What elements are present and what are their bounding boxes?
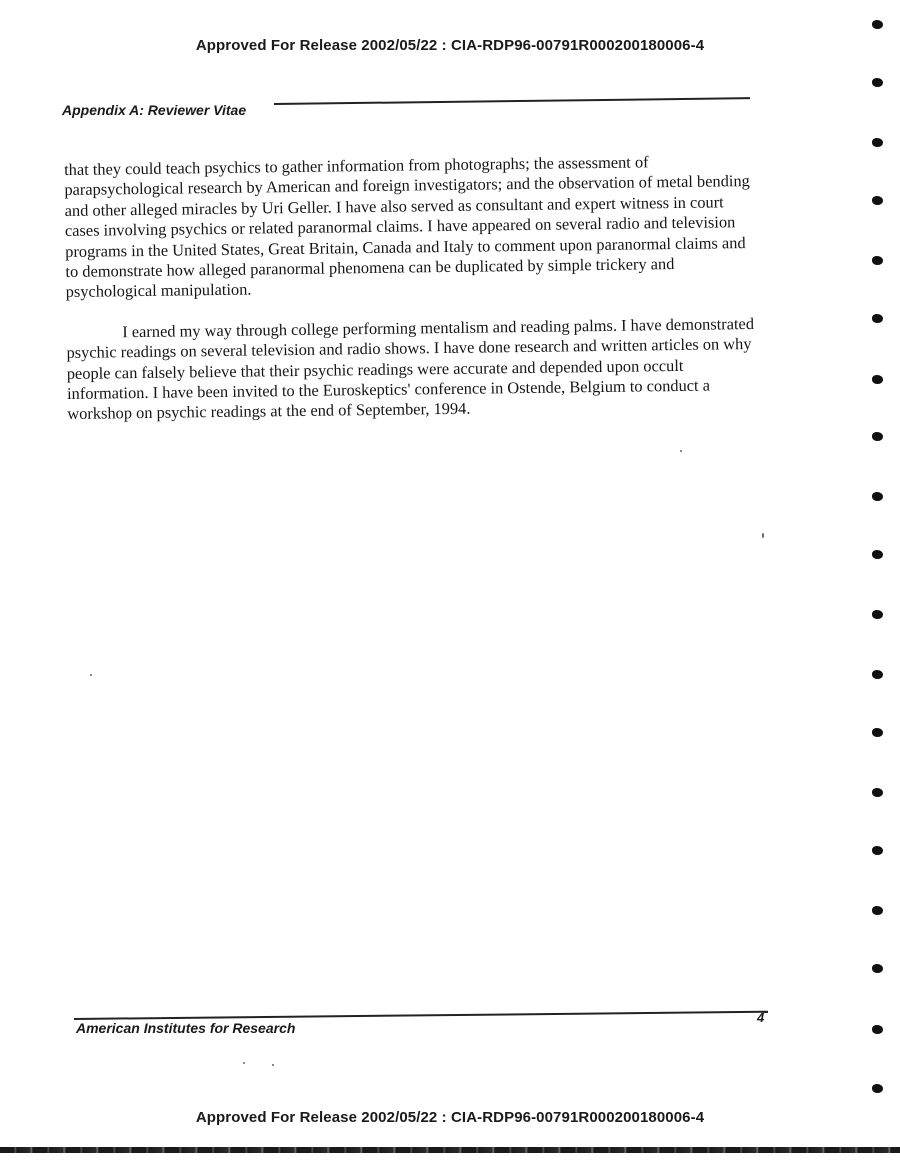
scan-speck: [272, 1064, 274, 1066]
release-stamp-bottom: Approved For Release 2002/05/22 : CIA-RDP96-00791R000200180006-4: [195, 1109, 705, 1126]
scan-speck: [680, 450, 682, 452]
paragraph-1: that they could teach psychics to gather information from photographs; the assessment of parapsychological research by American and foreign investigators; and the observation of metal bending and other alleged miracles by Uri Geller. I have also served as consultant and expert witness in court cases involving psychics or related paranormal claims. I have appeared on several radio and television programs in the United States, Great Britain, Canada and Italy to comment upon paranormal claims and to demonstrate how alleged paranormal phenomena can be duplicated by simple trickery and psychological manipulation.: [64, 152, 750, 302]
section-header: Appendix A: Reviewer Vitae: [62, 102, 247, 118]
punch-hole: [872, 492, 883, 501]
header-rule: [274, 97, 750, 105]
punch-hole: [872, 256, 883, 265]
punch-hole: [872, 788, 883, 797]
page-number: 4: [757, 1010, 765, 1025]
punch-hole: [872, 138, 883, 147]
punch-hole: [872, 550, 883, 559]
scan-speck: [90, 674, 92, 676]
punch-hole: [872, 670, 883, 679]
punch-hole: [872, 610, 883, 619]
footer-organization: American Institutes for Research: [76, 1020, 296, 1036]
paragraph-2: I earned my way through college performing mentalism and reading palms. I have demonstrated psychic readings on several television and radio shows. I have done research and written articles on why people can falsely believe that their psychic readings were accurate and depended upon occult information. I have been invited to the Euroskeptics' conference in Ostende, Belgium to conduct a workshop on psychic readings at the end of September, 1994.: [66, 313, 755, 424]
punch-hole: [872, 196, 883, 205]
scan-speck: [762, 533, 764, 538]
punch-hole: [872, 78, 883, 87]
scan-speck: [243, 1062, 245, 1064]
binder-punch-holes: [872, 20, 886, 1100]
punch-hole: [872, 1025, 883, 1034]
punch-hole: [872, 906, 883, 915]
release-stamp-top: Approved For Release 2002/05/22 : CIA-RDP96-00791R000200180006-4: [195, 37, 705, 54]
scan-edge-bar: [0, 1147, 900, 1153]
footer-rule: [74, 1011, 768, 1020]
punch-hole: [872, 1084, 883, 1093]
punch-hole: [872, 846, 883, 855]
punch-hole: [872, 314, 883, 323]
vitae-body: [64, 151, 757, 425]
punch-hole: [872, 375, 883, 384]
punch-hole: [872, 964, 883, 973]
punch-hole: [872, 20, 883, 29]
punch-hole: [872, 432, 883, 441]
punch-hole: [872, 728, 883, 737]
